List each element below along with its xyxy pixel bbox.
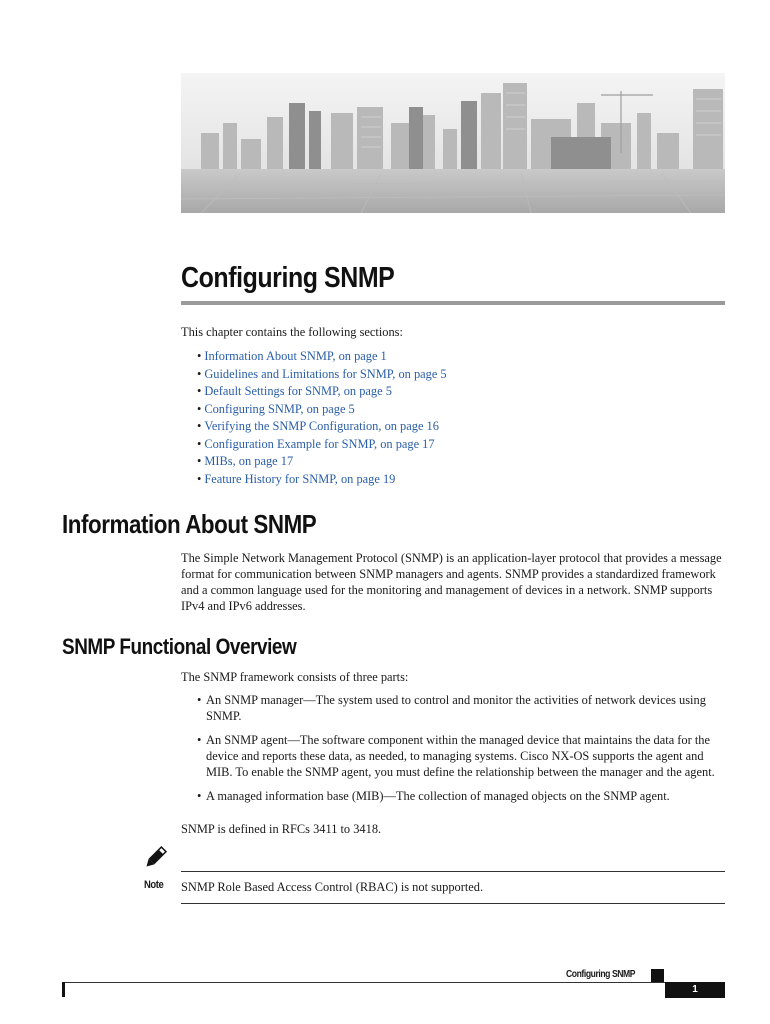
toc-link[interactable]: • Default Settings for SNMP, on page 5: [197, 384, 392, 398]
note-label: Note: [144, 879, 164, 891]
toc-link[interactable]: • Configuring SNMP, on page 5: [197, 401, 355, 416]
list-item: • An SNMP agent—The software component within the managed device that maintains the data for the device and reports these data, as needed, to managing systems. Cisco NX-OS supports the agent and MIB. To enable the SNMP agent, you must define the relationship between the manager and the agent.: [197, 733, 715, 779]
framework-intro: The SNMP framework consists of three parts:: [181, 670, 409, 684]
toc-link[interactable]: • Verifying the SNMP Configuration, on page 16: [197, 419, 439, 433]
toc-link[interactable]: • Feature History for SNMP, on page 19: [197, 471, 396, 486]
rfc-statement: SNMP is defined in RFCs 3411 to 3418.: [181, 822, 382, 836]
banner-image: [181, 73, 725, 213]
note-text: SNMP Role Based Access Control (RBAC) is not supported.: [181, 880, 484, 894]
toc-link[interactable]: • Information About SNMP, on page 1: [197, 349, 387, 363]
page-number: 1: [665, 982, 725, 998]
pencil-icon: [140, 844, 170, 872]
toc-link[interactable]: • Configuration Example for SNMP, on page 17: [197, 436, 435, 451]
note-rule-bottom: [181, 903, 725, 904]
section-heading-functional-overview: SNMP Functional Overview: [62, 634, 297, 659]
list-item: • An SNMP manager—The system used to control and monitor the activities of network devices using SNMP.: [197, 693, 706, 723]
toc-link[interactable]: • Guidelines and Limitations for SNMP, on page 5: [197, 366, 447, 381]
footer-title: Configuring SNMP: [566, 969, 636, 980]
list-item: • A managed information base (MIB)—The collection of managed objects on the SNMP agent.: [197, 789, 670, 803]
section-heading-information: Information About SNMP: [62, 509, 317, 539]
title-rule: [181, 301, 725, 305]
footer-rule: [62, 982, 665, 983]
footer-left-marker: [62, 982, 65, 997]
section-paragraph: The Simple Network Management Protocol (SNMP) is an application-layer protocol that provides a message format for communication between SNMP managers and agents. SNMP provides a standardized framework and a common language used for the monitoring and management of devices in a network. SNMP supports IPv4 and IPv6 addresses.: [181, 551, 722, 613]
framework-parts-list: [197, 692, 727, 812]
chapter-title: Configuring SNMP: [181, 262, 395, 294]
chapter-intro: This chapter contains the following sections:: [181, 325, 403, 339]
toc-list: [197, 348, 447, 488]
note-rule-top: [181, 871, 725, 872]
toc-link[interactable]: • MIBs, on page 17: [197, 454, 294, 468]
footer-marker-block: [651, 969, 664, 982]
